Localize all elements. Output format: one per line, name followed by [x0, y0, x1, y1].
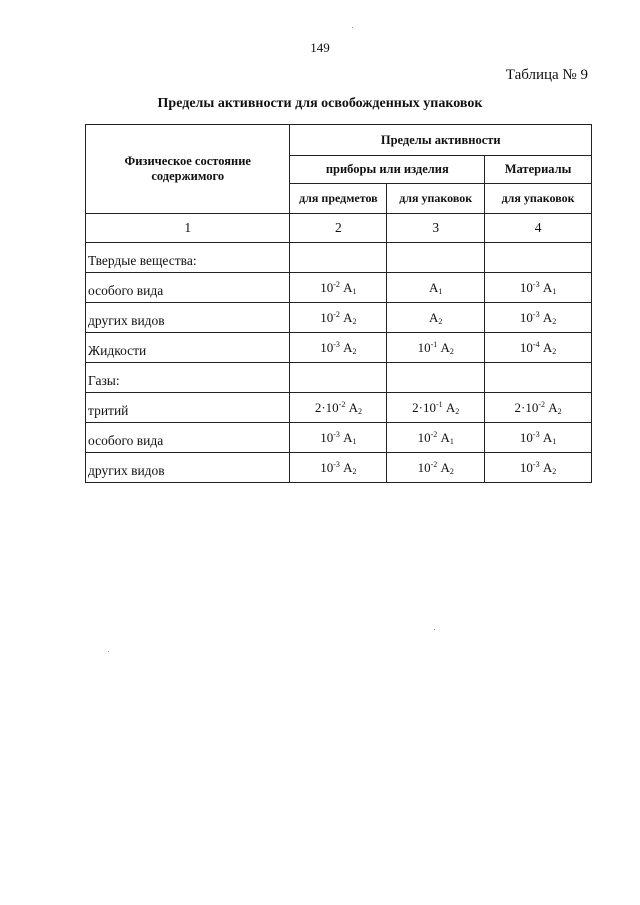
value-exponent: -3 [532, 309, 540, 319]
value-base: 10 [320, 339, 334, 355]
value-symbol: A [542, 279, 553, 295]
activity-value-cell [290, 363, 387, 393]
value-symbol: A [343, 279, 353, 295]
value-base: 10 [325, 399, 339, 415]
value-subscript: 2 [552, 346, 557, 356]
value-base: 10 [417, 429, 431, 445]
value-base: 10 [320, 309, 334, 325]
value-exponent: -2 [333, 279, 340, 289]
value-exponent: -2 [430, 429, 438, 439]
value-subscript: 1 [552, 436, 557, 446]
value-exponent: -1 [435, 399, 443, 409]
value-base: 10 [525, 399, 539, 415]
row-label-cell [86, 243, 290, 273]
value-symbol: A [440, 459, 450, 475]
row-label-cell [86, 273, 290, 303]
value-subscript: 1 [352, 436, 357, 446]
row-label: Жидкости [88, 342, 147, 358]
value-symbol: A [348, 399, 358, 415]
row-label-cell [86, 363, 290, 393]
value-base: 10 [320, 429, 334, 445]
activity-value-cell [485, 273, 592, 303]
value-exponent: -3 [532, 429, 540, 439]
table-row [86, 303, 592, 333]
value-base: 10 [519, 429, 533, 445]
activity-value-cell [290, 243, 387, 273]
table-row [86, 363, 592, 393]
value-exponent: -3 [333, 429, 340, 439]
activity-value-cell [485, 333, 592, 363]
activity-value-cell [485, 423, 592, 453]
activity-value-cell [387, 393, 485, 423]
value-exponent: -2 [538, 399, 545, 409]
value-symbol: A [542, 339, 553, 355]
value-coefficient: 2· [314, 399, 326, 415]
header-materials: Материалы [485, 156, 592, 184]
activity-value-cell [290, 273, 387, 303]
row-label: Твердые вещества: [88, 252, 197, 268]
value-exponent: -1 [430, 339, 438, 349]
column-number: 2 [290, 214, 387, 243]
activity-value-cell [387, 303, 485, 333]
value-coefficient: 2· [412, 399, 423, 415]
value-base: 10 [320, 459, 334, 475]
value-symbol: A [548, 399, 558, 415]
activity-value-cell [485, 303, 592, 333]
activity-value-cell [290, 393, 387, 423]
value-subscript: 1 [352, 286, 357, 296]
row-label-cell [86, 333, 290, 363]
value-base: 10 [519, 279, 533, 295]
activity-value-cell [387, 243, 485, 273]
activity-value-cell [485, 393, 592, 423]
value-symbol: A [542, 429, 553, 445]
page-number: 149 [310, 40, 330, 55]
activity-value-cell [387, 363, 485, 393]
value-base: 10 [519, 459, 533, 475]
value-exponent: -3 [333, 339, 340, 349]
value-symbol: A [542, 459, 553, 475]
row-label-cell [86, 453, 290, 483]
value-subscript: 1 [449, 436, 454, 446]
activity-value-cell [485, 243, 592, 273]
table-row [86, 273, 592, 303]
activity-limits-table [85, 124, 592, 483]
value-base: 10 [417, 459, 431, 475]
table-row [86, 333, 592, 363]
value-subscript: 1 [552, 286, 557, 296]
value-exponent: -3 [532, 459, 540, 469]
table-body [86, 214, 592, 483]
value-base: 10 [519, 309, 533, 325]
column-number: 1 [86, 214, 290, 243]
value-symbol: A [429, 309, 439, 325]
value-exponent: -3 [333, 459, 340, 469]
activity-value-cell [387, 333, 485, 363]
scan-speck [352, 27, 353, 28]
row-label-cell [86, 423, 290, 453]
value-subscript: 2 [357, 406, 362, 416]
header-devices: приборы или изделия [290, 156, 485, 184]
scan-speck [108, 651, 109, 652]
table-title: Пределы активности для освобожденных упаковок [157, 96, 483, 111]
row-label: других видов [88, 312, 165, 328]
value-exponent: -4 [532, 339, 540, 349]
row-label-cell [86, 393, 290, 423]
header-for-items: для предметов [290, 184, 387, 214]
row-label: других видов [88, 462, 165, 478]
value-subscript: 2 [552, 466, 557, 476]
column-number: 3 [387, 214, 485, 243]
value-symbol: A [429, 279, 439, 295]
value-subscript: 2 [557, 406, 562, 416]
row-label-cell [86, 303, 290, 333]
activity-value-cell [290, 423, 387, 453]
value-symbol: A [445, 399, 456, 415]
activity-value-cell [290, 303, 387, 333]
row-label: особого вида [88, 282, 164, 298]
value-symbol: A [440, 339, 450, 355]
value-exponent: -3 [532, 279, 540, 289]
column-number: 4 [485, 214, 592, 243]
table-row [86, 423, 592, 453]
header-for-packages: для упаковок [387, 184, 485, 214]
value-symbol: A [440, 429, 450, 445]
activity-value-cell [290, 333, 387, 363]
value-subscript: 2 [552, 316, 557, 326]
value-symbol: A [343, 429, 353, 445]
activity-value-cell [387, 453, 485, 483]
value-subscript: 2 [449, 466, 454, 476]
header-activity-limits: Пределы активности [290, 125, 592, 156]
value-subscript: 2 [352, 316, 357, 326]
value-symbol: A [343, 459, 353, 475]
scan-speck [434, 629, 435, 630]
table-row [86, 393, 592, 423]
value-exponent: -2 [333, 309, 340, 319]
activity-value-cell [290, 453, 387, 483]
value-subscript: 1 [438, 286, 443, 296]
row-label: тритий [88, 402, 129, 418]
value-subscript: 2 [438, 316, 443, 326]
header-physical-state: Физическое состояние содержимого [86, 125, 290, 214]
value-symbol: A [542, 309, 553, 325]
activity-value-cell [387, 423, 485, 453]
row-label: особого вида [88, 432, 164, 448]
value-subscript: 2 [352, 466, 357, 476]
value-base: 10 [320, 279, 334, 295]
table-label: Таблица № 9 [505, 67, 588, 83]
value-subscript: 2 [455, 406, 460, 416]
value-base: 10 [417, 339, 431, 355]
value-base: 10 [422, 399, 436, 415]
column-number-row [86, 214, 592, 243]
value-coefficient: 2· [514, 399, 526, 415]
value-subscript: 2 [352, 346, 357, 356]
value-base: 10 [519, 339, 533, 355]
activity-value-cell [485, 363, 592, 393]
value-exponent: -2 [430, 459, 438, 469]
row-label: Газы: [88, 372, 120, 388]
table-row [86, 453, 592, 483]
activity-value-cell [485, 453, 592, 483]
header-for-packages-materials: для упаковок [485, 184, 592, 214]
value-subscript: 2 [449, 346, 454, 356]
value-symbol: A [343, 309, 353, 325]
value-symbol: A [343, 339, 353, 355]
activity-value-cell [387, 273, 485, 303]
value-exponent: -2 [338, 399, 346, 409]
table-row [86, 243, 592, 273]
